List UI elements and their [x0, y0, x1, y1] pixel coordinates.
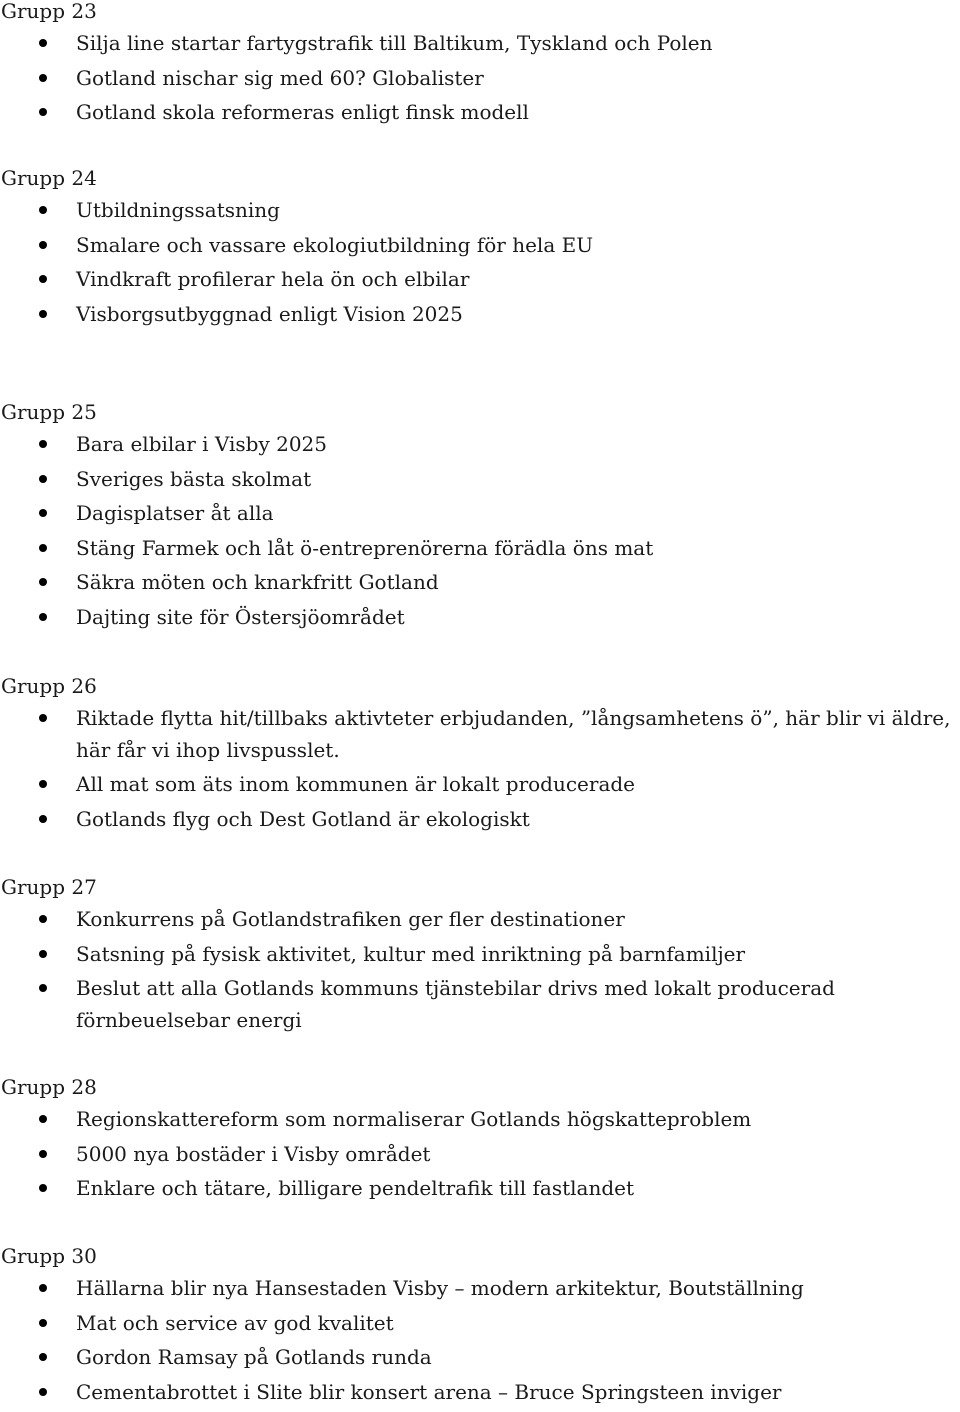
list-item — [0, 462, 960, 497]
bullet-icon — [39, 578, 47, 586]
bullet-icon — [39, 1115, 47, 1123]
list-item — [0, 767, 960, 802]
list-item-text: Gotlands flyg och Dest Gotland är ekologiskt — [76, 806, 530, 831]
bullet-icon — [39, 613, 47, 621]
list-item — [0, 26, 960, 61]
group-title: Grupp 26 — [1, 674, 97, 698]
bullet-icon — [39, 1150, 47, 1158]
list-item-text: Vindkraft profilerar hela ön och elbilar — [76, 267, 470, 292]
bullet-icon — [39, 915, 47, 923]
list-item — [0, 1171, 960, 1206]
bullet-icon — [39, 1184, 47, 1192]
list-item — [0, 496, 960, 531]
list-item — [0, 902, 960, 937]
bullet-icon — [39, 206, 47, 214]
bullet-list — [0, 1271, 960, 1409]
group-28 — [0, 1072, 960, 1206]
bullet-icon — [39, 780, 47, 788]
list-item — [0, 802, 960, 837]
list-item — [0, 937, 960, 972]
list-item-text: Silja line startar fartygstrafik till Baltikum, Tyskland och Polen — [76, 31, 713, 55]
list-item — [0, 1340, 960, 1375]
bullet-icon — [39, 984, 47, 992]
group-24 — [0, 163, 960, 331]
list-item-text: Cementabrottet i Slite blir konsert arena – Bruce Springsteen inviger — [76, 1379, 782, 1404]
list-item — [0, 1137, 960, 1172]
group-26 — [0, 671, 960, 836]
bullet-list — [0, 701, 960, 836]
group-title: Grupp 27 — [1, 875, 97, 899]
list-item-text: 5000 nya bostäder i Visby området — [76, 1141, 431, 1166]
list-item — [0, 297, 960, 332]
list-item — [0, 427, 960, 462]
list-item — [0, 228, 960, 263]
bullet-icon — [39, 39, 47, 47]
list-item — [0, 600, 960, 635]
list-item — [0, 701, 960, 767]
list-item-text: Gotland nischar sig med 60? Globalister — [76, 65, 484, 90]
list-item-text: Gotland skola reformeras enligt finsk modell — [76, 100, 529, 125]
bullet-icon — [39, 714, 47, 722]
list-item-text: Gordon Ramsay på Gotlands runda — [76, 1345, 432, 1370]
bullet-icon — [39, 241, 47, 249]
list-item-text: Beslut att alla Gotlands kommuns tjänstebilar drivs med lokalt producerad förnbeuelsebar energi — [76, 976, 835, 1033]
list-item-text: Stäng Farmek och låt ö-entreprenörerna förädla öns mat — [76, 535, 654, 560]
bullet-icon — [39, 1319, 47, 1327]
bullet-icon — [39, 275, 47, 283]
list-item-text: Säkra möten och knarkfritt Gotland — [76, 570, 439, 595]
group-30 — [0, 1241, 960, 1409]
list-item-text: Dajting site för Östersjöområdet — [76, 604, 405, 629]
list-item-text: Hällarna blir nya Hansestaden Visby – modern arkitektur, Boutställning — [76, 1276, 804, 1300]
bullet-icon — [39, 440, 47, 448]
group-title: Grupp 24 — [1, 166, 97, 190]
bullet-icon — [39, 108, 47, 116]
group-title: Grupp 25 — [1, 400, 97, 424]
bullet-list — [0, 427, 960, 635]
list-item — [0, 61, 960, 96]
list-item — [0, 1375, 960, 1410]
bullet-icon — [39, 950, 47, 958]
list-item-text: Dagisplatser åt alla — [76, 501, 274, 526]
list-item-text: All mat som äts inom kommunen är lokalt producerade — [76, 772, 636, 796]
bullet-list — [0, 26, 960, 130]
list-item-text: Smalare och vassare ekologiutbildning för hela EU — [76, 232, 594, 257]
list-item-text: Sveriges bästa skolmat — [76, 466, 312, 491]
bullet-icon — [39, 815, 47, 823]
group-23 — [0, 0, 960, 130]
bullet-icon — [39, 475, 47, 483]
bullet-icon — [39, 310, 47, 318]
list-item-text: Mat och service av god kvalitet — [76, 1310, 394, 1335]
group-title: Grupp 23 — [1, 0, 97, 23]
list-item — [0, 971, 960, 1037]
bullet-icon — [39, 1353, 47, 1361]
list-item-text: Satsning på fysisk aktivitet, kultur med inriktning på barnfamiljer — [76, 941, 746, 966]
bullet-list — [0, 1102, 960, 1206]
bullet-icon — [39, 1284, 47, 1292]
list-item — [0, 1306, 960, 1341]
list-item — [0, 193, 960, 228]
group-25 — [0, 397, 960, 635]
list-item-text: Regionskattereform som normaliserar Gotlands högskatteproblem — [76, 1107, 752, 1131]
list-item-text: Konkurrens på Gotlandstrafiken ger fler destinationer — [76, 907, 625, 931]
list-item-text: Riktade flytta hit/tillbaks aktivteter erbjudanden, ”långsamhetens ö”, här blir vi äldre, här får vi ihop livspusslet. — [76, 706, 951, 762]
list-item-text: Utbildningssatsning — [76, 198, 280, 222]
bullet-icon — [39, 509, 47, 517]
list-item-text: Enklare och tätare, billigare pendeltrafik till fastlandet — [76, 1176, 635, 1201]
bullet-icon — [39, 1388, 47, 1396]
list-item — [0, 531, 960, 566]
bullet-list — [0, 902, 960, 1037]
list-item — [0, 262, 960, 297]
group-27 — [0, 872, 960, 1037]
group-title: Grupp 28 — [1, 1075, 97, 1099]
bullet-icon — [39, 544, 47, 552]
list-item — [0, 565, 960, 600]
list-item — [0, 1271, 960, 1306]
group-title: Grupp 30 — [1, 1244, 97, 1268]
list-item-text: Bara elbilar i Visby 2025 — [76, 432, 327, 456]
list-item — [0, 95, 960, 130]
bullet-icon — [39, 74, 47, 82]
bullet-list — [0, 193, 960, 331]
list-item-text: Visborgsutbyggnad enligt Vision 2025 — [76, 301, 463, 326]
list-item — [0, 1102, 960, 1137]
